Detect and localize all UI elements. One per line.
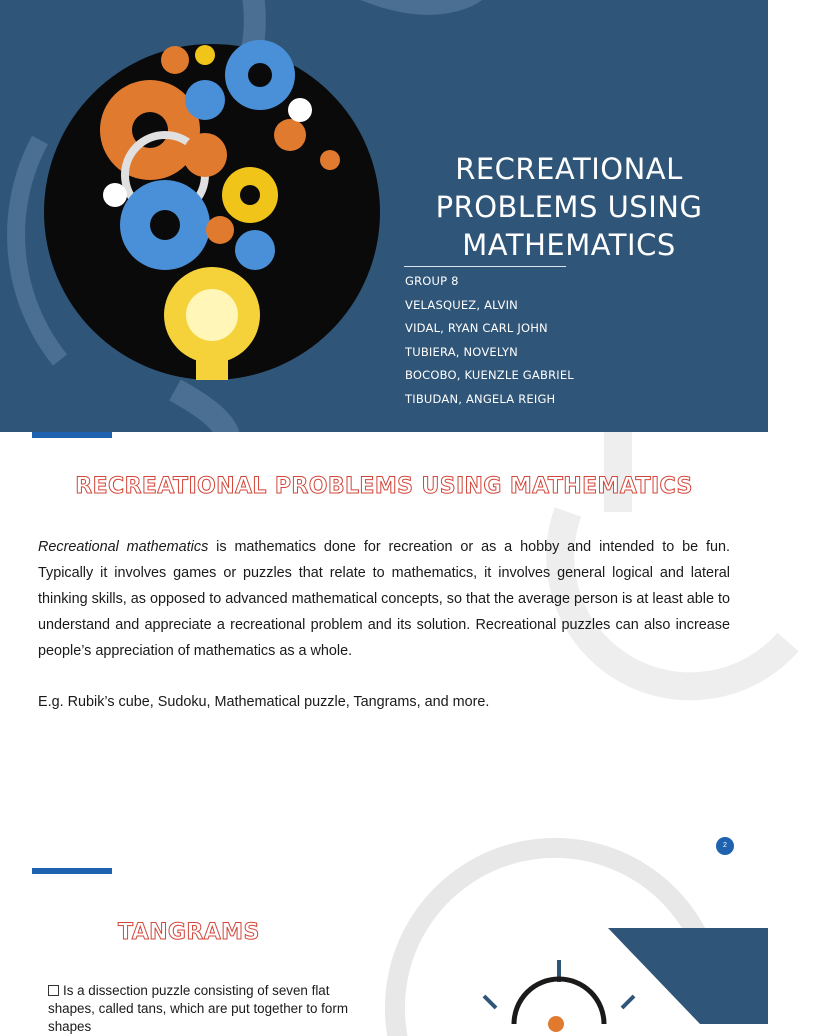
group-member-list [405, 270, 574, 412]
definition-slide [0, 432, 768, 868]
definition-paragraph: Recreational mathematics is mathematics done for recreation or as a hobby and intended to be fun. Typically it involves games or puzzles that relate to mathematics, it involves general logical and lateral thinking skills, as opposed to advanced mathematical concepts, so that the average person is at least able to understand and appreciate a recreational problem and its solution. Recreational puzzles can also increase people’s appreciation of mathematics as a whole. [38, 539, 730, 659]
presentation-title: RECREATIONAL PROBLEMS USING MATHEMATICS [435, 152, 703, 262]
title-divider [404, 266, 566, 267]
defined-term: Recreational mathematics [38, 539, 209, 555]
member-name: BOCOBO, KUENZLE GABRIEL [405, 368, 574, 383]
member-name: VELASQUEZ, ALVIN [405, 297, 518, 312]
examples-line: E.g. Rubik’s cube, Sudoku, Mathematical puzzle, Tangrams, and more. [38, 694, 490, 710]
member-name: TUBIERA, NOVELYN [405, 344, 518, 359]
bullet-item: Is a dissection puzzle consisting of seven flat shapes, called tans, which are put together to form shapes [48, 983, 348, 1034]
tangrams-slide [0, 868, 768, 1034]
accent-bar [32, 432, 112, 438]
checkbox-bullet-icon [48, 985, 59, 996]
title-slide [0, 0, 768, 432]
member-name: TIBUDAN, ANGELA REIGH [405, 391, 556, 406]
slide-heading: TANGRAMS [118, 920, 260, 945]
lightbulb-idea-decoration [380, 908, 768, 1024]
slide-heading: RECREATIONAL PROBLEMS USING MATHEMATICS [75, 474, 693, 499]
group-label: GROUP 8 [405, 274, 459, 288]
accent-bar [32, 868, 112, 874]
member-name: VIDAL, RYAN CARL JOHN [405, 321, 548, 336]
page-number-badge: 2 [716, 837, 734, 855]
